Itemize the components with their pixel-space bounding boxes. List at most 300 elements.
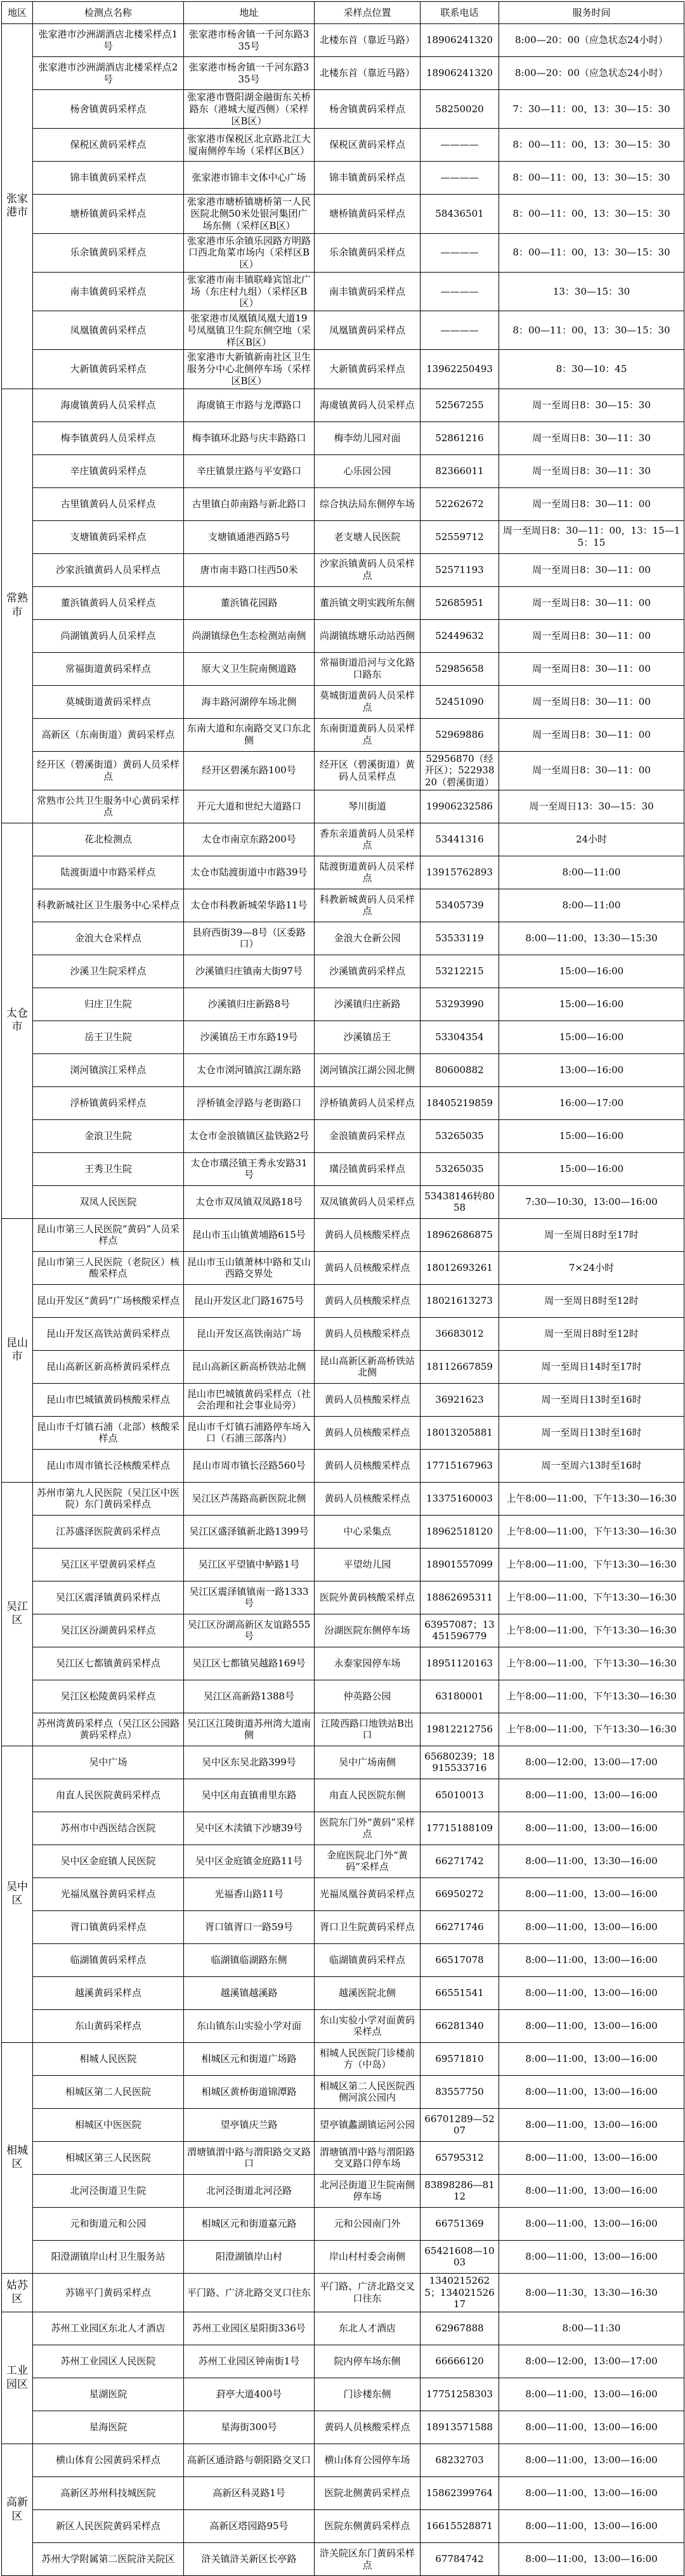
- phone-cell: 66950272: [421, 1877, 499, 1910]
- sampling-location-cell: 黄码人员核酸采样点: [315, 1482, 421, 1515]
- sampling-location-cell: 江陵西路口地铁站B出口: [315, 1713, 421, 1746]
- phone-cell: 18962686875: [421, 1218, 499, 1251]
- district-cell: 工业园区: [2, 2312, 33, 2444]
- sampling-location-cell: 北楼东首（靠近马路）: [315, 57, 421, 90]
- service-hours-cell: 15:00—16:00: [499, 1021, 684, 1053]
- service-hours-cell: 8:00—11:00，13:00—16:00: [499, 2543, 684, 2576]
- sampling-location-cell: 沙溪镇黄码采样点: [315, 955, 421, 988]
- table-row: [2, 2075, 684, 2108]
- phone-cell: 53438146转8058: [421, 1185, 499, 1218]
- address-cell: 太仓市科教新城荣华路11号: [184, 889, 315, 922]
- address-cell: 昆山市千灯镇石浦路停车场入口（石浦三部落内）: [184, 1416, 315, 1449]
- phone-cell: 52861216: [421, 422, 499, 454]
- address-cell: 张家港市暨阳湖金融街东关桥路东（港城大厦西侧）（采样区B区）: [184, 90, 315, 129]
- table-row: [2, 1581, 684, 1614]
- address-cell: 吴江区平望镇中鲈路1号: [184, 1548, 315, 1581]
- table-row: [2, 1976, 684, 2009]
- table-row: [2, 2312, 684, 2345]
- table-row: [2, 1251, 684, 1284]
- site-name-cell: 江苏盛泽医院黄码采样点: [33, 1515, 184, 1548]
- sampling-location-cell: 相城区第二人民医院西侧河滨公园内: [315, 2075, 421, 2108]
- phone-cell: 18913571588: [421, 2411, 499, 2444]
- table-row: [2, 1482, 684, 1515]
- table-row: [2, 233, 684, 272]
- phone-cell: 53265035: [421, 1152, 499, 1185]
- sampling-location-cell: 沙溪镇归庄新路: [315, 988, 421, 1021]
- address-cell: 支塘镇通港西路5号: [184, 520, 315, 553]
- sampling-location-cell: 金浪大仓新公园: [315, 922, 421, 955]
- address-cell: 昆山高新区新高桥铁站北侧: [184, 1350, 315, 1383]
- site-name-cell: 昆山开发区“黄码”广场核酸采样点: [33, 1284, 184, 1317]
- table-row: [2, 1877, 684, 1910]
- phone-cell: 58436501: [421, 195, 499, 233]
- table-row: [2, 57, 684, 90]
- service-hours-cell: 8:00—12:00，13:00—17:00: [499, 1746, 684, 1779]
- address-cell: 海丰路河湖停车场北侧: [184, 685, 315, 718]
- table-row: [2, 1416, 684, 1449]
- sampling-location-cell: 尚湖镇练塘乐动站西侧: [315, 619, 421, 652]
- site-name-cell: 苏锦平门黄码采样点: [33, 2273, 184, 2312]
- phone-cell: 82366011: [421, 454, 499, 487]
- site-name-cell: 吴江区七都镇黄码采样点: [33, 1647, 184, 1680]
- service-hours-cell: 8:00—11:00，13:00—16:00: [499, 2207, 684, 2240]
- service-hours-cell: 15:00—16:00: [499, 1152, 684, 1185]
- address-cell: 昆山市玉山镇黄埔路615号: [184, 1218, 315, 1251]
- phone-cell: 52559712: [421, 520, 499, 553]
- service-hours-cell: 上午8:00—11:00，下午13:30—16:30: [499, 1482, 684, 1515]
- sampling-location-cell: 医院东门外“黄码”采样点: [315, 1812, 421, 1845]
- sampling-location-cell: 北楼东首（靠近马路）: [315, 24, 421, 57]
- sampling-location-cell: 仲英路公园: [315, 1680, 421, 1713]
- header-address: 地址: [184, 2, 315, 24]
- phone-cell: 66666120: [421, 2345, 499, 2378]
- table-row: [2, 1218, 684, 1251]
- address-cell: 张家港市大新镇新南社区卫生服务分中心北侧停车场（采样区B区）: [184, 350, 315, 389]
- table-row: [2, 652, 684, 685]
- table-row: [2, 2141, 684, 2174]
- address-cell: 高新区塔园路95号: [184, 2510, 315, 2543]
- phone-cell: 65010013: [421, 1779, 499, 1812]
- sampling-sites-table: [1, 1, 684, 2576]
- district-cell: 吴中区: [2, 1746, 33, 2042]
- site-name-cell: 胥口镇黄码采样点: [33, 1910, 184, 1943]
- sampling-location-cell: 琴川街道: [315, 790, 421, 823]
- site-name-cell: 阳澄湖镇岸山村卫生服务站: [33, 2240, 184, 2273]
- service-hours-cell: 周一至周日8：30—11：00: [499, 751, 684, 790]
- phone-cell: 18951120163: [421, 1647, 499, 1680]
- service-hours-cell: 8:00—11:00，13:00—16:00: [499, 1779, 684, 1812]
- site-name-cell: 吴江区汾湖黄码采样点: [33, 1614, 184, 1647]
- sampling-location-cell: 元和公园南门外: [315, 2207, 421, 2240]
- district-cell: 常熟市: [2, 389, 33, 823]
- site-name-cell: 金浪大仓采样点: [33, 922, 184, 955]
- table-row: [2, 1350, 684, 1383]
- phone-cell: 65680239；18915533716: [421, 1746, 499, 1779]
- table-row: [2, 1119, 684, 1152]
- sampling-location-cell: 门诊楼东侧: [315, 2378, 421, 2411]
- site-name-cell: 昆山市周市镇长泾核酸采样点: [33, 1449, 184, 1482]
- phone-cell: 13375160003: [421, 1482, 499, 1515]
- service-hours-cell: 周一至周日8：30—11：00: [499, 718, 684, 751]
- address-cell: 葑亭大道400号: [184, 2378, 315, 2411]
- site-name-cell: 昆山市第三人民医院（老院区）核酸采样点: [33, 1251, 184, 1284]
- site-name-cell: 横山体育公园黄码采样点: [33, 2444, 184, 2477]
- service-hours-cell: 8:00—11:00，13:00—16:00: [499, 1910, 684, 1943]
- site-name-cell: 星湖医院: [33, 2378, 184, 2411]
- phone-cell: 18112667859: [421, 1350, 499, 1383]
- service-hours-cell: 8:00—20：00（应急状态24小时）: [499, 57, 684, 90]
- address-cell: 尚湖镇绿色生态检测站南侧: [184, 619, 315, 652]
- site-name-cell: 陆渡街道中市路采样点: [33, 856, 184, 889]
- site-name-cell: 吴中区金庭镇人民医院: [33, 1845, 184, 1877]
- phone-cell: 53405739: [421, 889, 499, 922]
- address-cell: 吴中区甪直镇甫里东路: [184, 1779, 315, 1812]
- sampling-location-cell: 浮桥镇黄码人员采样点: [315, 1086, 421, 1119]
- address-cell: 太仓市陆渡街道中市路39号: [184, 856, 315, 889]
- sampling-location-cell: 医院北侧黄码采样点: [315, 2477, 421, 2510]
- address-cell: 沙溪镇归庄新路8号: [184, 988, 315, 1021]
- sampling-location-cell: 凤凰镇黄码采样点: [315, 311, 421, 350]
- site-name-cell: 北河泾街道卫生院: [33, 2174, 184, 2207]
- table-row: [2, 2444, 684, 2477]
- service-hours-cell: 8:00—11:00，13:00—16:00: [499, 2240, 684, 2273]
- service-hours-cell: 周一至周日8：30—11：30: [499, 454, 684, 487]
- sampling-location-cell: 科教新城黄码人员采样点: [315, 889, 421, 922]
- header-service-hours: 服务时间: [499, 2, 684, 24]
- address-cell: 县府西街39—8号（区委路口）: [184, 922, 315, 955]
- address-cell: 昆山开发区北门路1675号: [184, 1284, 315, 1317]
- sampling-location-cell: 梅李幼儿园对面: [315, 422, 421, 454]
- phone-cell: 83557750: [421, 2075, 499, 2108]
- table-row: [2, 1943, 684, 1976]
- table-row: [2, 1680, 684, 1713]
- phone-cell: 18906241320: [421, 57, 499, 90]
- sampling-location-cell: 心乐园公园: [315, 454, 421, 487]
- table-row: [2, 823, 684, 856]
- address-cell: 吴江区江陵街道苏州湾大道南侧: [184, 1713, 315, 1746]
- phone-cell: 68232703: [421, 2444, 499, 2477]
- sampling-location-cell: 杨舍镇黄码采样点: [315, 90, 421, 129]
- phone-cell: ————: [421, 129, 499, 162]
- phone-cell: 13915762893: [421, 856, 499, 889]
- table-row: [2, 856, 684, 889]
- table-row: [2, 1185, 684, 1218]
- table-row: [2, 2543, 684, 2576]
- sampling-location-cell: 乐余镇黄码采样点: [315, 233, 421, 272]
- phone-cell: 80600882: [421, 1053, 499, 1086]
- address-cell: 张家港市杨舍镇一千河东路335号: [184, 24, 315, 57]
- phone-cell: 66271742: [421, 1845, 499, 1877]
- address-cell: 吴江区盛泽镇新北路1399号: [184, 1515, 315, 1548]
- service-hours-cell: 8:00—11:00，13:00—16:00: [499, 2141, 684, 2174]
- sampling-location-cell: 金浪镇黄码采样点: [315, 1119, 421, 1152]
- service-hours-cell: 13：30—15：30: [499, 272, 684, 311]
- sampling-location-cell: 临湖镇黄码采样点: [315, 1943, 421, 1976]
- table-row: [2, 2042, 684, 2075]
- site-name-cell: 元和街道元和公园: [33, 2207, 184, 2240]
- header-phone: 联系电话: [421, 2, 499, 24]
- sampling-location-cell: 塘桥镇黄码采样点: [315, 195, 421, 233]
- service-hours-cell: 7×24小时: [499, 1251, 684, 1284]
- address-cell: 相城区元和街道嘉元路: [184, 2207, 315, 2240]
- service-hours-cell: 周一至周日8：30—11：00，13：15—15：15: [499, 520, 684, 553]
- site-name-cell: 经开区（碧溪街道）黄码人员采样点: [33, 751, 184, 790]
- table-row: [2, 90, 684, 129]
- address-cell: 唐市南丰路口往西50米: [184, 553, 315, 586]
- site-name-cell: 吴江区松陵黄码采样点: [33, 1680, 184, 1713]
- sampling-location-cell: 香东亲道黄码人员采样点: [315, 823, 421, 856]
- header-district: 地区: [2, 2, 33, 24]
- phone-cell: 15862399764: [421, 2477, 499, 2510]
- table-row: [2, 2477, 684, 2510]
- sampling-location-cell: 永泰家园停车场: [315, 1647, 421, 1680]
- phone-cell: 66551541: [421, 1976, 499, 2009]
- address-cell: 昆山市巴城镇黄码采样点（社会治理和社会事业局旁）: [184, 1383, 315, 1416]
- sampling-location-cell: 黄码人员核酸采样点: [315, 1449, 421, 1482]
- table-row: [2, 1284, 684, 1317]
- address-cell: 昆山开发区高铁南站广场: [184, 1317, 315, 1350]
- table-row: [2, 2273, 684, 2312]
- address-cell: 张家港市塘桥镇塘桥第一人民医院北侧50米处银河集团广场东侧（采样区B区）: [184, 195, 315, 233]
- sampling-location-cell: 光福凤凰谷黄码采样点: [315, 1877, 421, 1910]
- phone-cell: 17715188109: [421, 1812, 499, 1845]
- sampling-location-cell: 浏河镇滨江湖公园北侧: [315, 1053, 421, 1086]
- address-cell: 吴江区震泽镇镇南一路1333号: [184, 1581, 315, 1614]
- table-row: [2, 2009, 684, 2042]
- service-hours-cell: 8:00—11:00，13:00—16:00: [499, 2174, 684, 2207]
- sampling-location-cell: 胥口卫生院黄码采样点: [315, 1910, 421, 1943]
- phone-cell: 18013205881: [421, 1416, 499, 1449]
- phone-cell: 53304354: [421, 1021, 499, 1053]
- table-row: [2, 272, 684, 311]
- address-cell: 吴江区芦荡路高新医院北侧: [184, 1482, 315, 1515]
- address-cell: 东山镇东山实验小学对面: [184, 2009, 315, 2042]
- site-name-cell: 吴江区平望黄码采样点: [33, 1548, 184, 1581]
- sampling-location-cell: 院内停车场东侧: [315, 2345, 421, 2378]
- header-site-name: 检测点名称: [33, 2, 184, 24]
- table-row: [2, 1713, 684, 1746]
- sampling-location-cell: 双凤镇黄码人员采样点: [315, 1185, 421, 1218]
- sampling-location-cell: 董浜镇文明实践所东侧: [315, 586, 421, 619]
- table-row: [2, 1449, 684, 1482]
- sampling-location-cell: 黄码人员核酸采样点: [315, 2411, 421, 2444]
- phone-cell: ————: [421, 272, 499, 311]
- service-hours-cell: 8：00—11：00，13：30—15：30: [499, 162, 684, 195]
- service-hours-cell: 8:00—11:00，13:00—16:00: [499, 2477, 684, 2510]
- address-cell: 望亭镇庆兰路: [184, 2108, 315, 2141]
- sampling-location-cell: 甪直人民医院东侧: [315, 1779, 421, 1812]
- service-hours-cell: 周一至周日8：30—11：00: [499, 652, 684, 685]
- table-row: [2, 553, 684, 586]
- address-cell: 开元大道和世纪大道路口: [184, 790, 315, 823]
- sampling-location-cell: 常福街道沿河与文化路口路东: [315, 652, 421, 685]
- address-cell: 苏州工业园区钟南街1号: [184, 2345, 315, 2378]
- address-cell: 古里镇白茆南路与新北路口: [184, 487, 315, 520]
- address-cell: 高新区通浒路与朝阳路交叉口: [184, 2444, 315, 2477]
- site-name-cell: 苏州大学附属第二医院浒关院区: [33, 2543, 184, 2576]
- site-name-cell: 张家港市沙洲湖酒店北楼采样点2号: [33, 57, 184, 90]
- table-row: [2, 718, 684, 751]
- service-hours-cell: 8:00—11:00，13:00—16:00: [499, 2075, 684, 2108]
- phone-cell: 52262672: [421, 487, 499, 520]
- address-cell: 浒关镇浒关新区长亭路: [184, 2543, 315, 2576]
- address-cell: 阳澄湖镇岸山村: [184, 2240, 315, 2273]
- service-hours-cell: 周一至周日13时至16时: [499, 1416, 684, 1449]
- sampling-location-cell: 黄码人员核酸采样点: [315, 1218, 421, 1251]
- service-hours-cell: 8:00—11:00，13:30—15:30: [499, 922, 684, 955]
- table-header-row: [2, 2, 684, 24]
- address-cell: 辛庄镇景庄路与平安路口: [184, 454, 315, 487]
- table-row: [2, 685, 684, 718]
- sampling-location-cell: 沙溪镇岳王: [315, 1021, 421, 1053]
- site-name-cell: 昆山高新区新高桥黄码采样点: [33, 1350, 184, 1383]
- service-hours-cell: 周一至周日8：30—11：00: [499, 487, 684, 520]
- district-cell: 太仓市: [2, 823, 33, 1218]
- service-hours-cell: 8:00—12:00，13:00—17:00: [499, 2345, 684, 2378]
- phone-cell: 58250020: [421, 90, 499, 129]
- address-cell: 张家港市杨舍镇一千河东路335号: [184, 57, 315, 90]
- sampling-location-cell: 东北人才酒店: [315, 2312, 421, 2345]
- service-hours-cell: 15:00—16:00: [499, 988, 684, 1021]
- service-hours-cell: 8:00—11:00，13:00—16:00: [499, 2378, 684, 2411]
- site-name-cell: 王秀卫生院: [33, 1152, 184, 1185]
- service-hours-cell: 15:00—16:00: [499, 955, 684, 988]
- service-hours-cell: 8:00—11:00，13:00—16:00: [499, 2444, 684, 2477]
- table-row: [2, 24, 684, 57]
- phone-cell: 18901557099: [421, 1548, 499, 1581]
- service-hours-cell: 8:00—11:00，13:00—16:00: [499, 1812, 684, 1845]
- service-hours-cell: 周一至周日14时至17时: [499, 1350, 684, 1383]
- table-row: [2, 2240, 684, 2273]
- site-name-cell: 尚湖镇黄码人员采样点: [33, 619, 184, 652]
- table-row: [2, 751, 684, 790]
- site-name-cell: 浮桥镇黄码采样点: [33, 1086, 184, 1119]
- site-name-cell: 沙家浜镇黄码人员采样点: [33, 553, 184, 586]
- site-name-cell: 高新区苏州科技城医院: [33, 2477, 184, 2510]
- site-name-cell: 高新区（东南街道）黄码采样点: [33, 718, 184, 751]
- address-cell: 张家港市南丰镇联峰宾馆北广场（东庄村九组）（采样区B区）: [184, 272, 315, 311]
- table-row: [2, 1910, 684, 1943]
- phone-cell: 19812212756: [421, 1713, 499, 1746]
- table-row: [2, 1021, 684, 1053]
- site-name-cell: 杨舍镇黄码采样点: [33, 90, 184, 129]
- service-hours-cell: 8:00—11:00: [499, 856, 684, 889]
- phone-cell: 53441316: [421, 823, 499, 856]
- sampling-location-cell: 平门路、广济北路交叉口往东: [315, 2273, 421, 2312]
- phone-cell: 18862695311: [421, 1581, 499, 1614]
- address-cell: 相城区元和街道广场路: [184, 2042, 315, 2075]
- phone-cell: 53293990: [421, 988, 499, 1021]
- site-name-cell: 相城人民医院: [33, 2042, 184, 2075]
- site-name-cell: 光福凤凰谷黄码采样点: [33, 1877, 184, 1910]
- phone-cell: 66517078: [421, 1943, 499, 1976]
- service-hours-cell: 周一至周日8时至12时: [499, 1284, 684, 1317]
- table-row: [2, 922, 684, 955]
- sampling-location-cell: 渭塘镇渭中路与渭阳路交叉路口停车场: [315, 2141, 421, 2174]
- phone-cell: 18405219859: [421, 1086, 499, 1119]
- address-cell: 星海街300号: [184, 2411, 315, 2444]
- sampling-location-cell: 望亭镇蠡湖镇运河公园: [315, 2108, 421, 2141]
- phone-cell: 62967888: [421, 2312, 499, 2345]
- site-name-cell: 辛庄镇黄码采样点: [33, 454, 184, 487]
- sampling-location-cell: 综合执法局东侧停车场: [315, 487, 421, 520]
- service-hours-cell: 8:00—11:00，13:00—16:00: [499, 2108, 684, 2141]
- service-hours-cell: 上午8:00—11:00，下午13:30—16:30: [499, 1548, 684, 1581]
- site-name-cell: 浏河镇滨江采样点: [33, 1053, 184, 1086]
- sampling-location-cell: 璜泾镇黄码采样点: [315, 1152, 421, 1185]
- sampling-location-cell: 昆山高新区新高桥铁站北侧: [315, 1350, 421, 1383]
- phone-cell: 63180001: [421, 1680, 499, 1713]
- table-row: [2, 2174, 684, 2207]
- phone-cell: ————: [421, 311, 499, 350]
- site-name-cell: 乐余镇黄码采样点: [33, 233, 184, 272]
- service-hours-cell: 8：00—11：00，13：30—15：30: [499, 195, 684, 233]
- service-hours-cell: 周一至周日8时至17时: [499, 1218, 684, 1251]
- address-cell: 相城区黄桥街道锦潭路: [184, 2075, 315, 2108]
- address-cell: 东南大道和东南路交叉口东北侧: [184, 718, 315, 751]
- site-name-cell: 苏州工业园区东北人才酒店: [33, 2312, 184, 2345]
- site-name-cell: 苏州工业园区人民医院: [33, 2345, 184, 2378]
- site-name-cell: 相城区第三人民医院: [33, 2141, 184, 2174]
- site-name-cell: 星海医院: [33, 2411, 184, 2444]
- address-cell: 张家港市锦丰文体中心广场: [184, 162, 315, 195]
- table-row: [2, 2345, 684, 2378]
- address-cell: 太仓市浏河镇滨江湖东路: [184, 1053, 315, 1086]
- address-cell: 海虞镇王市路与龙潭路口: [184, 389, 315, 422]
- address-cell: 光福香山路11号: [184, 1877, 315, 1910]
- site-name-cell: 东山黄码采样点: [33, 2009, 184, 2042]
- service-hours-cell: 24小时: [499, 823, 684, 856]
- service-hours-cell: 8：30—10：45: [499, 350, 684, 389]
- table-row: [2, 2411, 684, 2444]
- address-cell: 平门路、广济北路交叉口往东: [184, 2273, 315, 2312]
- sampling-location-cell: 金庭医院北门外“黄码”采样点: [315, 1845, 421, 1877]
- service-hours-cell: 16:00—17:00: [499, 1086, 684, 1119]
- site-name-cell: 越溪黄码采样点: [33, 1976, 184, 2009]
- address-cell: 北河泾街道北河泾路: [184, 2174, 315, 2207]
- sampling-location-cell: 浒关院区东门黄码采样点: [315, 2543, 421, 2576]
- address-cell: 太仓市南京东路200号: [184, 823, 315, 856]
- table-row: [2, 988, 684, 1021]
- address-cell: 张家港市凤凰镇凤凰大道19号凤凰镇卫生院东侧空地（采样区B区）: [184, 311, 315, 350]
- service-hours-cell: 周一至周日13时至16时: [499, 1383, 684, 1416]
- address-cell: 吴中区金庭镇金庭路11号: [184, 1845, 315, 1877]
- table-row: [2, 1548, 684, 1581]
- site-name-cell: 梅李镇黄码人员采样点: [33, 422, 184, 454]
- sampling-location-cell: 黄码人员核酸采样点: [315, 1416, 421, 1449]
- address-cell: 吴中区东吴北路399号: [184, 1746, 315, 1779]
- table-row: [2, 1779, 684, 1812]
- phone-cell: 13402152625；13402152617: [421, 2273, 499, 2312]
- site-name-cell: 临湖镇黄码采样点: [33, 1943, 184, 1976]
- site-name-cell: 莫城街道黄码采样点: [33, 685, 184, 718]
- address-cell: 吴江区七都镇吴越路169号: [184, 1647, 315, 1680]
- service-hours-cell: 周一至周日8时至12时: [499, 1317, 684, 1350]
- table-row: [2, 520, 684, 553]
- address-cell: 沙溪镇归庄镇南大街97号: [184, 955, 315, 988]
- site-name-cell: 新区人民医院黄码采样点: [33, 2510, 184, 2543]
- phone-cell: 52969886: [421, 718, 499, 751]
- table-row: [2, 1383, 684, 1416]
- site-name-cell: 南丰镇黄码采样点: [33, 272, 184, 311]
- address-cell: 渭塘镇渭中路与渭阳路交叉路口: [184, 2141, 315, 2174]
- sampling-location-cell: 横山体育公园停车场: [315, 2444, 421, 2477]
- service-hours-cell: 周一至周日8：30—11：00: [499, 619, 684, 652]
- phone-cell: 52571193: [421, 553, 499, 586]
- service-hours-cell: 8:00—11:00，13:00—16:00: [499, 2411, 684, 2444]
- phone-cell: 52567255: [421, 389, 499, 422]
- address-cell: 浮桥镇金浮路与老街路口: [184, 1086, 315, 1119]
